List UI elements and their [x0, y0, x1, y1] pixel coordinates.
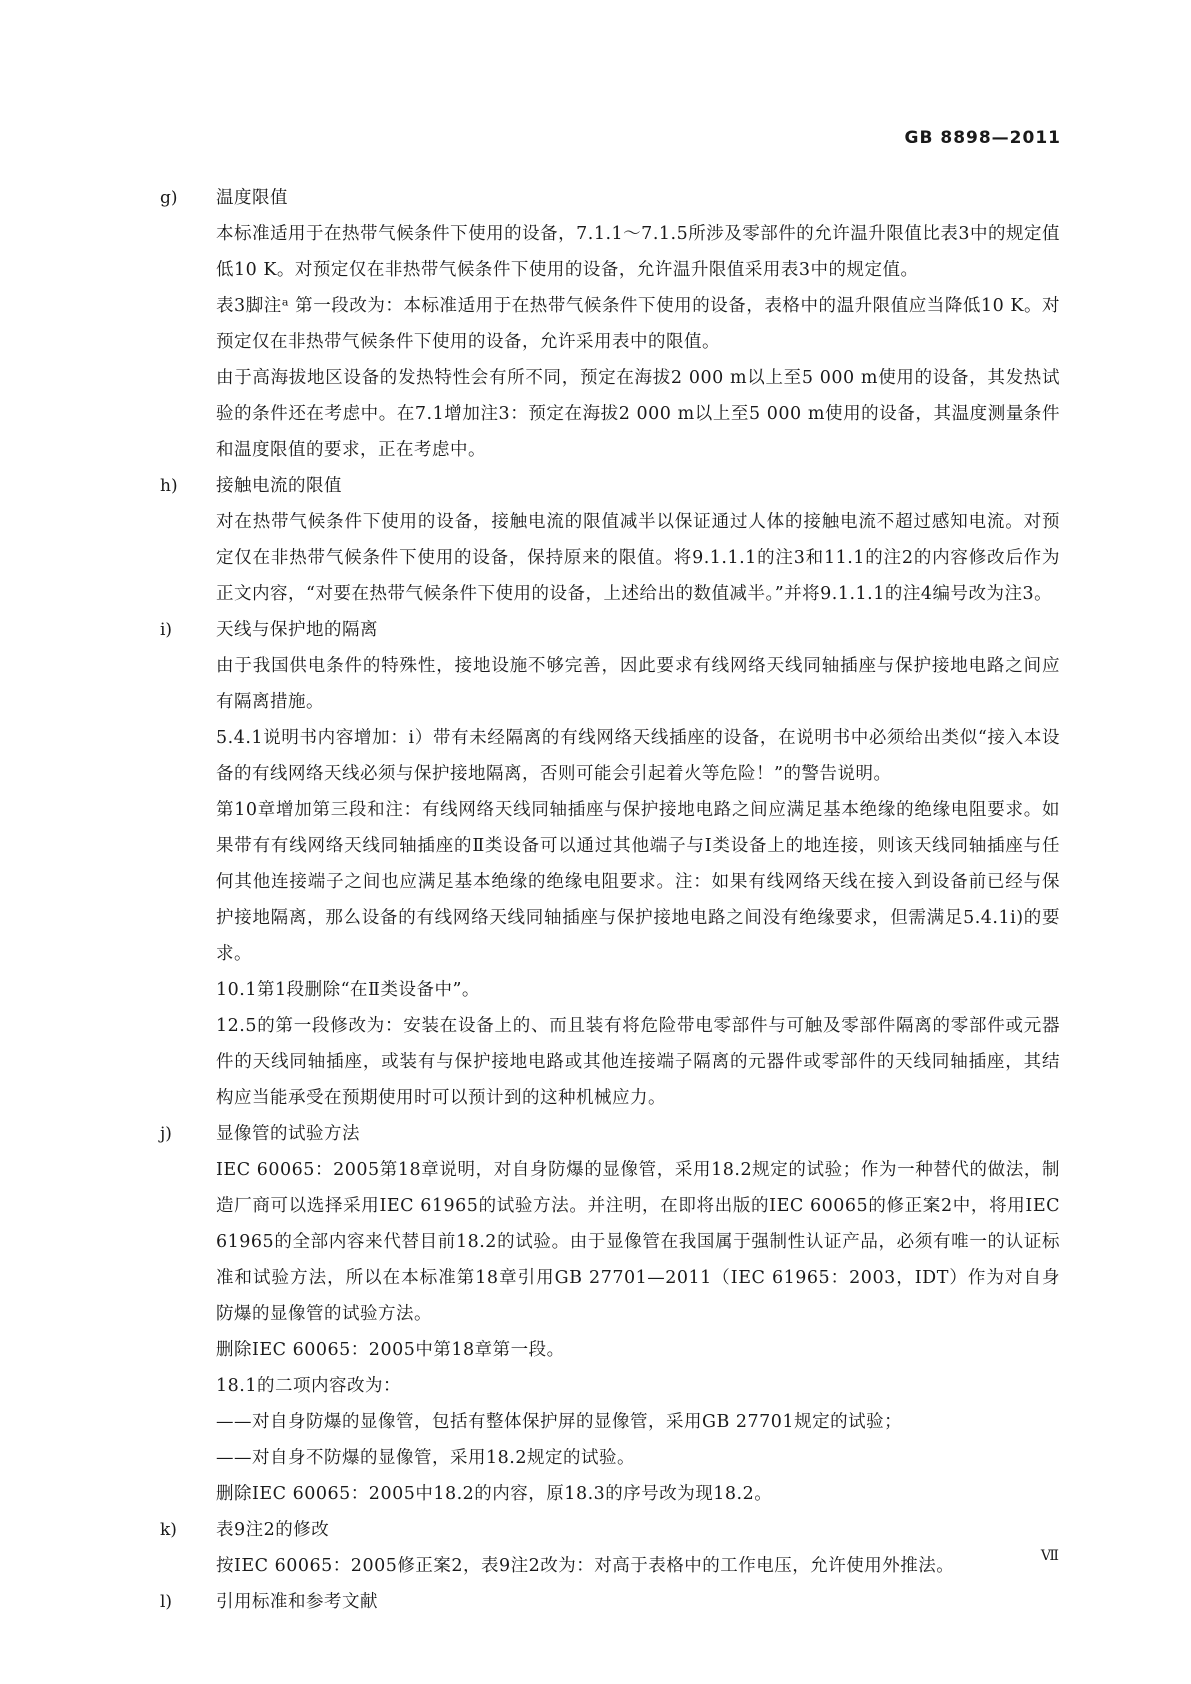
paragraph: 删除IEC 60065：2005中第18章第一段。 — [216, 1340, 565, 1360]
item-heading: 温度限值 — [216, 188, 288, 208]
list-item-g — [160, 180, 1060, 468]
paragraph: 对在热带气候条件下使用的设备，接触电流的限值减半以保证通过人体的接触电流不超过感知电流。对预定仅在非热带气候条件下使用的设备，保持原来的限值。将9.1.1.1的注3和11.1的注2的内容修改后作为正文内容，“对要在热带气候条件下使用的设备，上述给出的数值减半。”并将9.1.1.1的注4编号改为注3。 — [216, 512, 1060, 604]
paragraph: 删除IEC 60065：2005中18.2的内容，原18.3的序号改为现18.2。 — [216, 1484, 773, 1504]
paragraph: 表3脚注ᵃ 第一段改为：本标准适用于在热带气候条件下使用的设备，表格中的温升限值应当降低10 K。对预定仅在非热带气候条件下使用的设备，允许采用表中的限值。 — [216, 296, 1060, 352]
item-heading: 显像管的试验方法 — [216, 1124, 360, 1144]
page-number: Ⅶ — [1040, 1548, 1059, 1564]
paragraph: 由于高海拔地区设备的发热特性会有所不同，预定在海拔2 000 m以上至5 000 m使用的设备，其发热试验的条件还在考虑中。在7.1增加注3：预定在海拔2 000 m以上至5 000 m使用的设备，其温度测量条件和温度限值的要求，正在考虑中。 — [216, 368, 1060, 460]
document-body — [160, 180, 1060, 1620]
item-marker: j) — [160, 1124, 172, 1144]
list-item-h — [160, 468, 1060, 612]
paragraph: 18.1的二项内容改为： — [216, 1376, 401, 1396]
list-item-k — [160, 1512, 1060, 1584]
dash-list-item: ——对自身防爆的显像管，包括有整体保护屏的显像管，采用GB 27701规定的试验； — [216, 1412, 903, 1432]
item-heading: 表9注2的修改 — [216, 1520, 330, 1540]
item-heading: 天线与保护地的隔离 — [216, 620, 378, 640]
paragraph: 按IEC 60065：2005修正案2，表9注2改为：对高于表格中的工作电压，允许使用外推法。 — [216, 1556, 955, 1576]
paragraph: 5.4.1说明书内容增加：i）带有未经隔离的有线网络天线插座的设备，在说明书中必须给出类似“接入本设备的有线网络天线必须与保护接地隔离，否则可能会引起着火等危险！”的警告说明。 — [216, 728, 1060, 784]
paragraph: IEC 60065：2005第18章说明，对自身防爆的显像管，采用18.2规定的试验；作为一种替代的做法，制造厂商可以选择采用IEC 61965的试验方法。并注明，在即将出版的IEC 60065的修正案2中，将用IEC 61965的全部内容来代替目前18.2的试验。由于显像管在我国属于强制性认证产品，必须有唯一的认证标准和试验方法，所以在本标准第18章引用GB 27701—2011（IEC 61965：2003，IDT）作为对自身防爆的显像管的试验方法。 — [216, 1160, 1060, 1324]
paragraph: 第10章增加第三段和注：有线网络天线同轴插座与保护接地电路之间应满足基本绝缘的绝缘电阻要求。如果带有有线网络天线同轴插座的Ⅱ类设备可以通过其他端子与Ⅰ类设备上的地连接，则该天线同轴插座与任何其他连接端子之间也应满足基本绝缘的绝缘电阻要求。注：如果有线网络天线在接入到设备前已经与保护接地隔离，那么设备的有线网络天线同轴插座与保护接地电路之间没有绝缘要求，但需满足5.4.1i)的要求。 — [216, 800, 1060, 964]
paragraph: 本标准适用于在热带气候条件下使用的设备，7.1.1～7.1.5所涉及零部件的允许温升限值比表3中的规定值低10 K。对预定仅在非热带气候条件下使用的设备，允许温升限值采用表3中的规定值。 — [216, 224, 1060, 280]
paragraph: 10.1第1段删除“在Ⅱ类设备中”。 — [216, 980, 480, 1000]
paragraph: 由于我国供电条件的特殊性，接地设施不够完善，因此要求有线网络天线同轴插座与保护接地电路之间应有隔离措施。 — [216, 656, 1060, 712]
item-marker: l) — [160, 1592, 173, 1612]
item-heading: 引用标准和参考文献 — [216, 1592, 378, 1612]
item-heading: 接触电流的限值 — [216, 476, 342, 496]
item-marker: i) — [160, 620, 173, 640]
paragraph: 12.5的第一段修改为：安装在设备上的、而且装有将危险带电零部件与可触及零部件隔离的零部件或元器件的天线同轴插座，或装有与保护接地电路或其他连接端子隔离的元器件或零部件的天线同轴插座，其结构应当能承受在预期使用时可以预计到的这种机械应力。 — [216, 1016, 1060, 1108]
item-marker: g) — [160, 188, 178, 208]
item-marker: k) — [160, 1520, 177, 1540]
list-item-i — [160, 612, 1060, 1116]
dash-list-item: ——对自身不防爆的显像管，采用18.2规定的试验。 — [216, 1448, 635, 1468]
list-item-j — [160, 1116, 1060, 1512]
item-marker: h) — [160, 476, 178, 496]
list-item-l — [160, 1584, 1060, 1620]
standard-number: GB 8898—2011 — [904, 128, 1061, 148]
